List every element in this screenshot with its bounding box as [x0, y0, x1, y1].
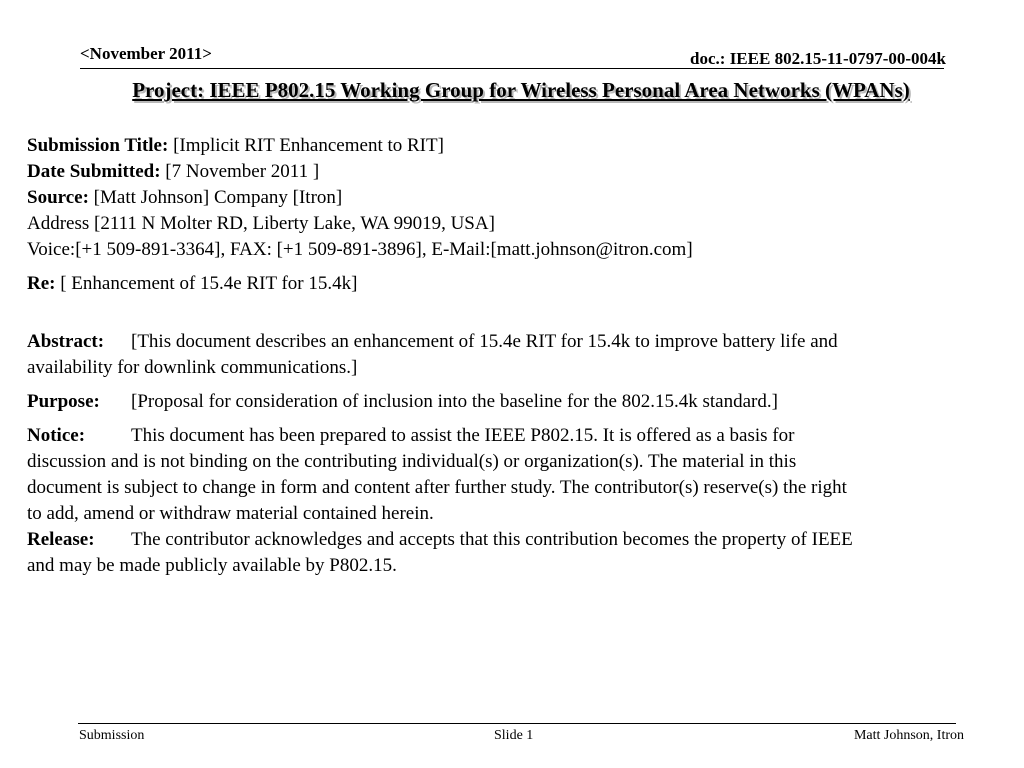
footer-author: Matt Johnson, Itron	[853, 728, 964, 743]
abstract-section	[27, 329, 1017, 381]
re-value: [ Enhancement of 15.4e RIT for 15.4k]	[60, 273, 358, 294]
purpose-text: [Proposal for consideration of inclusion into the baseline for the 802.15.4k standard.]	[131, 391, 778, 412]
slide-number: Slide 1	[494, 728, 534, 743]
source-label: Source:	[27, 187, 89, 208]
date-submitted-value: [7 November 2011 ]	[165, 161, 320, 182]
release-text-line-2: and may be made publicly available by P802.15.	[27, 555, 397, 576]
abstract-text-line-2: availability for downlink communications.]	[27, 357, 358, 378]
date-submitted-line	[27, 159, 1017, 185]
re-line	[27, 271, 1017, 297]
project-title: Project: IEEE P802.15 Working Group for Wireless Personal Area Networks (WPANs)	[132, 78, 910, 102]
footer-submission: Submission	[79, 728, 145, 743]
slide-body	[27, 133, 1017, 579]
abstract-label: Abstract:	[27, 331, 105, 352]
notice-label: Notice:	[27, 425, 86, 446]
document-id: doc.: IEEE 802.15-11-0797-00-004k	[690, 49, 946, 68]
date-submitted-label: Date Submitted:	[27, 161, 161, 182]
release-section	[27, 527, 1017, 579]
source-value: [Matt Johnson] Company [Itron]	[93, 187, 343, 208]
release-label: Release:	[27, 529, 95, 550]
submission-title-value: [Implicit RIT Enhancement to RIT]	[173, 135, 444, 156]
purpose-section	[27, 389, 1017, 415]
notice-text-line-4: to add, amend or withdraw material contained herein.	[27, 503, 434, 524]
abstract-text-line-1: [This document describes an enhancement of 15.4e RIT for 15.4k to improve battery life and	[131, 331, 838, 352]
notice-text-line-1: This document has been prepared to assist the IEEE P802.15. It is offered as a basis for	[131, 425, 795, 446]
release-text-line-1: The contributor acknowledges and accepts that this contribution becomes the property of IEEE	[131, 529, 853, 550]
header-date: <November 2011>	[80, 44, 212, 63]
notice-text-line-3: document is subject to change in form and content after further study. The contributor(s) reserve(s) the right	[27, 477, 847, 498]
footer-divider	[78, 723, 956, 724]
submission-title-label: Submission Title:	[27, 135, 169, 156]
header-divider	[80, 68, 944, 69]
address-line: Address [2111 N Molter RD, Liberty Lake, WA 99019, USA]	[27, 213, 495, 234]
notice-section	[27, 423, 1017, 527]
re-label: Re:	[27, 273, 56, 294]
contact-line: Voice:[+1 509-891-3364], FAX: [+1 509-891-3896], E-Mail:[matt.johnson@itron.com]	[27, 239, 693, 260]
source-line	[27, 185, 1017, 211]
purpose-label: Purpose:	[27, 391, 100, 412]
submission-title-line	[27, 133, 1017, 159]
notice-text-line-2: discussion and is not binding on the contributing individual(s) or organization(s). The material in this	[27, 451, 797, 472]
